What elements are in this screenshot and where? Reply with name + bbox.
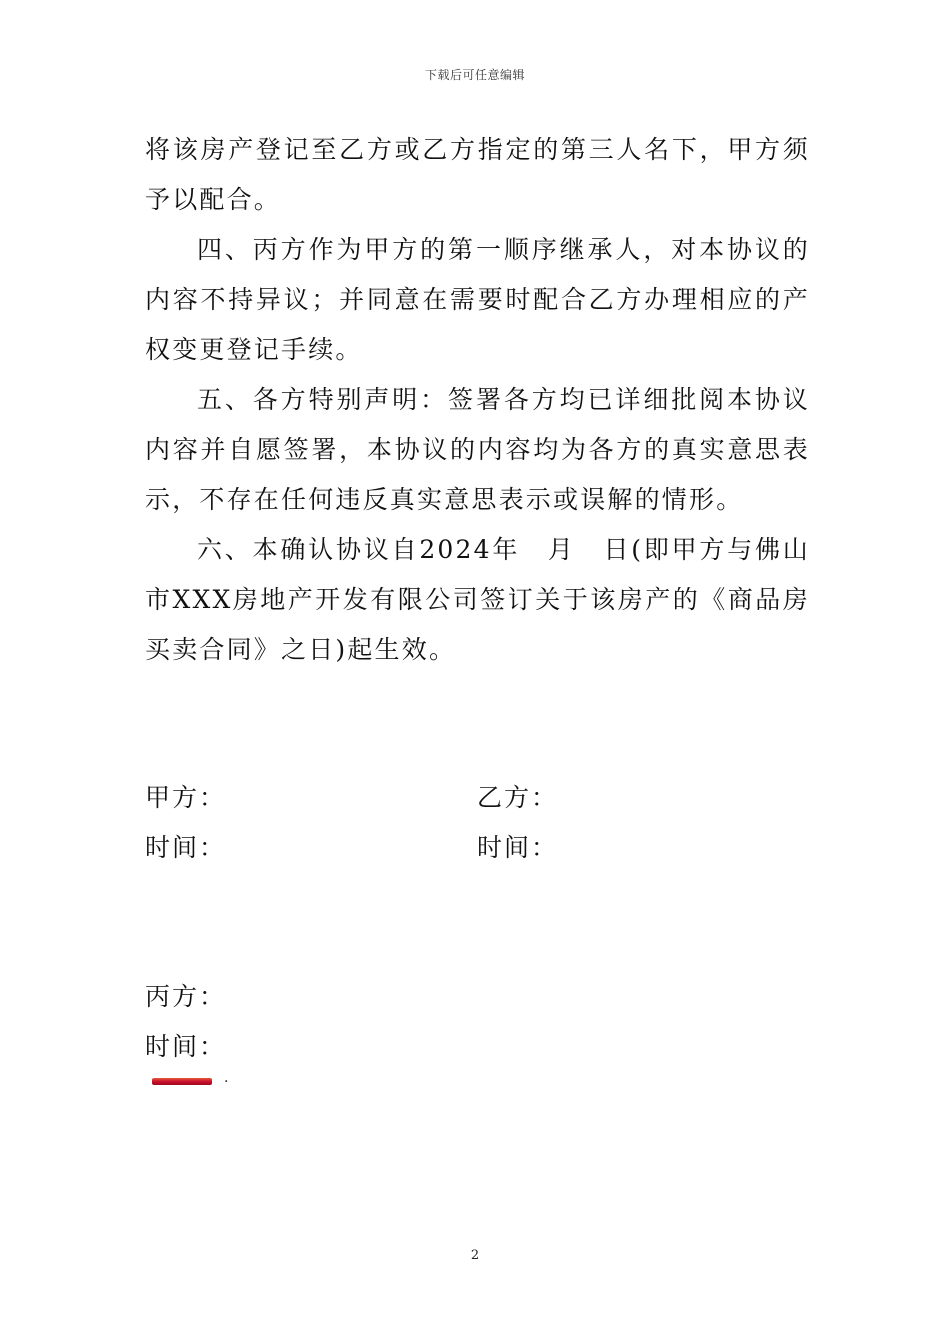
period-mark: . bbox=[224, 1070, 229, 1086]
party-b-signature-label: 乙方： bbox=[477, 783, 559, 812]
page-header: 下载后可任意编辑 bbox=[424, 68, 525, 82]
party-b-time-label: 时间： bbox=[477, 833, 559, 862]
party-c-time-label: 时间： bbox=[145, 1032, 227, 1061]
paragraph-clause-four: 四、丙方作为甲方的第一顺序继承人，对本协议的内容不持异议；并同意在需要时配合乙方办理相应的产权变更登记手续。 bbox=[145, 235, 810, 364]
paragraph-continuation: 将该房产登记至乙方或乙方指定的第三人名下，甲方须予以配合。 bbox=[145, 135, 810, 214]
red-mark-bar bbox=[152, 1078, 212, 1085]
party-c-signature-label: 丙方： bbox=[145, 982, 227, 1011]
page-number: 2 bbox=[470, 1248, 480, 1263]
paragraph-clause-five: 五、各方特别声明：签署各方均已详细批阅本协议内容并自愿签署，本协议的内容均为各方的真实意思表示，不存在任何违反真实意思表示或误解的情形。 bbox=[145, 385, 810, 514]
party-a-signature-label: 甲方： bbox=[145, 783, 227, 812]
paragraph-clause-six: 六、本确认协议自2024年 月 日(即甲方与佛山市XXX房地产开发有限公司签订关于该房产的《商品房买卖合同》之日)起生效。 bbox=[145, 535, 810, 664]
party-a-time-label: 时间： bbox=[145, 833, 227, 862]
